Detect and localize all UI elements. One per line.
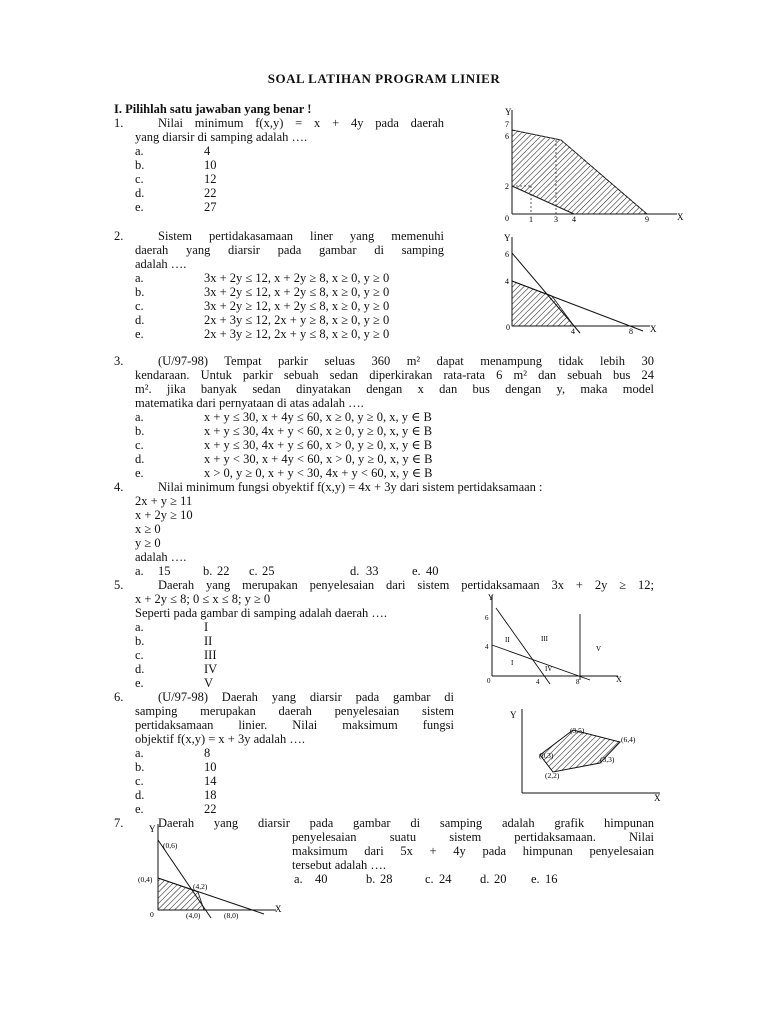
tick-label: 4	[571, 327, 575, 336]
question-text: maksimum dari 5x + 4y pada himpunan penyelesaian	[292, 844, 654, 858]
option-letter: b.	[135, 760, 145, 774]
option-value: 25	[262, 564, 275, 578]
point-label: (4,0)	[186, 911, 201, 920]
option-value: 22	[217, 564, 230, 578]
x-axis-label: X	[275, 904, 282, 914]
tick-label: 7	[505, 120, 509, 129]
region-label: II	[505, 636, 510, 644]
option-value: III	[204, 648, 217, 662]
y-axis-label: Y	[505, 107, 512, 117]
question-text: penyelesaian suatu sistem pertidaksamaan. Nilai	[292, 830, 654, 844]
option-letter: c.	[135, 648, 144, 662]
option-value: 40	[426, 564, 439, 578]
tick-label: 0	[487, 677, 491, 685]
option-value: 28	[380, 872, 393, 886]
option-letter: a.	[135, 144, 144, 158]
option-letter: a.	[135, 746, 144, 760]
option-letter: b.	[135, 424, 145, 438]
constraint: x + 2y ≥ 10	[135, 508, 193, 522]
tick-label: 6	[505, 132, 509, 141]
option-value: 14	[204, 774, 217, 788]
question-text: Daerah yang diarsir pada gambar di samping adalah grafik himpunan	[158, 816, 654, 830]
option-value: 3x + 2y ≤ 12, x + 2y ≥ 8, x ≥ 0, y ≥ 0	[204, 271, 390, 285]
option-letter: c.	[135, 774, 144, 788]
tick-label: 8	[576, 678, 580, 686]
option-letter: e.	[135, 676, 144, 690]
option-value: I	[204, 620, 209, 634]
question-number: 3.	[114, 354, 124, 368]
question-text: Seperti pada gambar di samping adalah daerah ….	[135, 606, 387, 620]
option-value: 22	[204, 802, 217, 816]
option-value: V	[204, 676, 214, 690]
option-letter: c.	[135, 438, 144, 452]
region-label: I	[511, 659, 514, 667]
question-text: adalah ….	[135, 550, 187, 564]
point-label: (4,2)	[193, 882, 208, 891]
question-number: 4.	[114, 480, 124, 494]
option-letter: e.	[412, 564, 421, 578]
figure-q7	[136, 818, 286, 926]
option-value: 33	[366, 564, 379, 578]
option-letter: e.	[135, 466, 144, 480]
option-letter: b.	[135, 285, 145, 299]
question-text: daerah yang diarsir pada gambar di samping	[135, 243, 444, 257]
option-letter: b.	[203, 564, 213, 578]
question-text: tersebut adalah ….	[292, 858, 387, 872]
constraint: x ≥ 0	[135, 522, 161, 536]
option-letter: a.	[135, 271, 144, 285]
tick-label: 1	[529, 215, 533, 224]
tick-label: 4	[505, 277, 509, 286]
question-number: 6.	[114, 690, 124, 704]
option-value: 22	[204, 186, 217, 200]
y-axis-label: Y	[488, 593, 494, 602]
option-letter: c.	[135, 299, 144, 313]
option-letter: d.	[480, 872, 490, 886]
question-text: m². jika banyak sedan dinyatakan dengan x dan bus dengan y, maka model	[135, 382, 654, 396]
question-number: 1.	[114, 116, 124, 130]
option-letter: c.	[135, 172, 144, 186]
region-label: III	[541, 635, 548, 643]
tick-label: 6	[485, 614, 489, 622]
point-label: (0,4)	[138, 875, 153, 884]
option-value: 2x + 3y ≥ 12, 2x + y ≤ 8, x ≥ 0, y ≥ 0	[204, 327, 390, 341]
tick-label: 4	[485, 643, 489, 651]
option-letter: e.	[135, 802, 144, 816]
point-label: (0,6)	[163, 841, 178, 850]
x-axis-label: X	[677, 212, 684, 222]
y-axis-label: Y	[510, 710, 517, 720]
option-value: x + y ≤ 30, 4x + y < 60, x ≥ 0, y ≥ 0, x, y ∈ B	[204, 424, 433, 438]
question-text: Daerah yang merupakan penyelesaian dari sistem pertidaksamaan 3x + 2y ≥ 12;	[158, 578, 654, 592]
question-text: (U/97-98) Daerah yang diarsir pada gambar di	[158, 690, 454, 704]
option-value: 40	[315, 872, 328, 886]
question-text: matematika dari pernyataan di atas adalah ….	[135, 396, 364, 410]
question-text: Nilai minimum fungsi obyektif f(x,y) = 4x + 3y dari sistem pertidaksamaan :	[158, 480, 543, 494]
point-label: (3,5)	[570, 726, 585, 735]
shaded-region	[512, 281, 574, 326]
option-letter: c.	[249, 564, 258, 578]
tick-label: 4	[536, 678, 540, 686]
figure-q1	[495, 108, 685, 228]
constraint: y ≥ 0	[135, 536, 161, 550]
option-value: 24	[439, 872, 452, 886]
question-text: objektif f(x,y) = x + 3y adalah ….	[135, 732, 305, 746]
tick-label: 8	[629, 327, 633, 336]
option-letter: d.	[135, 313, 145, 327]
point-label: (3,3)	[600, 755, 615, 764]
option-letter: d.	[135, 452, 145, 466]
option-letter: e.	[135, 200, 144, 214]
tick-label: 4	[572, 215, 576, 224]
question-text: adalah ….	[135, 257, 187, 271]
y-axis-label: Y	[504, 233, 511, 243]
option-value: 3x + 2y ≥ 12, x + 2y ≤ 8, x ≥ 0, y ≥ 0	[204, 299, 390, 313]
point-label: (8,0)	[224, 911, 239, 920]
option-value: 3x + 2y ≤ 12, x + 2y ≤ 8, x ≥ 0, y ≥ 0	[204, 285, 390, 299]
option-value: 20	[494, 872, 507, 886]
question-text: Sistem pertidakasamaan liner yang memenuhi	[158, 229, 444, 243]
option-value: 27	[204, 200, 217, 214]
option-value: 8	[204, 746, 211, 760]
option-letter: d.	[350, 564, 360, 578]
region-label: IV	[545, 665, 553, 673]
option-value: x > 0, y ≥ 0, x + y < 30, 4x + y < 60, x, y ∈ B	[204, 466, 433, 480]
question-text: kendaraan. Untuk parkir sebuah sedan diperkirakan rata-rata 6 m² dan sebuah bus 24	[135, 368, 654, 382]
option-value: 12	[204, 172, 217, 186]
x-axis-label: X	[616, 675, 622, 684]
question-text: Nilai minimum f(x,y) = x + 4y pada daerah	[158, 116, 444, 130]
point-label: (6,4)	[621, 735, 636, 744]
question-text: yang diarsir di samping adalah ….	[135, 130, 308, 144]
option-letter: d.	[135, 662, 145, 676]
point-label: (2,2)	[545, 771, 560, 780]
region-label: V	[596, 645, 602, 653]
option-value: 16	[545, 872, 558, 886]
tick-label: 9	[645, 215, 649, 224]
question-text: pertidaksamaan linier. Nilai maksimum fungsi	[135, 718, 454, 732]
option-value: x + y ≤ 30, 4x + y ≤ 60, x > 0, y ≥ 0, x, y ∈ B	[204, 438, 433, 452]
option-letter: b.	[135, 158, 145, 172]
option-letter: a.	[294, 872, 303, 886]
question-number: 7.	[114, 816, 124, 830]
option-letter: d.	[135, 788, 145, 802]
option-value: 4	[204, 144, 211, 158]
option-letter: c.	[425, 872, 434, 886]
option-value: 10	[204, 760, 217, 774]
question-text: x + 2y ≤ 8; 0 ≤ x ≤ 8; y ≥ 0	[135, 592, 271, 606]
x-axis-label: X	[654, 793, 661, 803]
option-value: 10	[204, 158, 217, 172]
option-value: II	[204, 634, 213, 648]
option-value: 18	[204, 788, 217, 802]
option-letter: b.	[135, 634, 145, 648]
option-value: IV	[204, 662, 218, 676]
figure-q5	[478, 592, 628, 690]
option-value: x + y < 30, x + 4y < 60, x > 0, y ≥ 0, x, y ∈ B	[204, 452, 433, 466]
point-label: (0,3)	[539, 751, 554, 760]
tick-label: 6	[505, 250, 509, 259]
document-title: SOAL LATIHAN PROGRAM LINIER	[267, 71, 501, 86]
option-value: 2x + 3y ≤ 12, 2x + y ≥ 8, x ≥ 0, y ≥ 0	[204, 313, 390, 327]
tick-label: 2	[505, 182, 509, 191]
tick-label: 0	[150, 910, 154, 919]
option-letter: e.	[531, 872, 540, 886]
question-number: 2.	[114, 229, 124, 243]
question-number: 5.	[114, 578, 124, 592]
option-value: 15	[158, 564, 171, 578]
x-axis-label: X	[650, 324, 657, 334]
constraint: 2x + y ≥ 11	[135, 494, 193, 508]
figure-q6	[508, 705, 668, 805]
question-text: (U/97-98) Tempat parkir seluas 360 m² dapat menampung tidak lebih 30	[158, 354, 654, 368]
tick-label: 3	[554, 215, 558, 224]
option-value: x + y ≤ 30, x + 4y ≤ 60, x ≥ 0, y ≥ 0, x, y ∈ B	[204, 410, 432, 424]
option-letter: b.	[366, 872, 376, 886]
option-letter: a.	[135, 564, 144, 578]
option-letter: d.	[135, 186, 145, 200]
question-text: samping merupakan daerah penyelesaian sistem	[135, 704, 454, 718]
tick-label: 0	[506, 323, 510, 332]
shaded-region	[512, 130, 647, 214]
section-heading: I. Pilihlah satu jawaban yang benar !	[114, 102, 312, 116]
y-axis-label: Y	[149, 824, 156, 834]
option-letter: a.	[135, 410, 144, 424]
tick-label: 0	[505, 214, 509, 223]
option-letter: e.	[135, 327, 144, 341]
option-letter: a.	[135, 620, 144, 634]
figure-q2	[498, 233, 663, 338]
